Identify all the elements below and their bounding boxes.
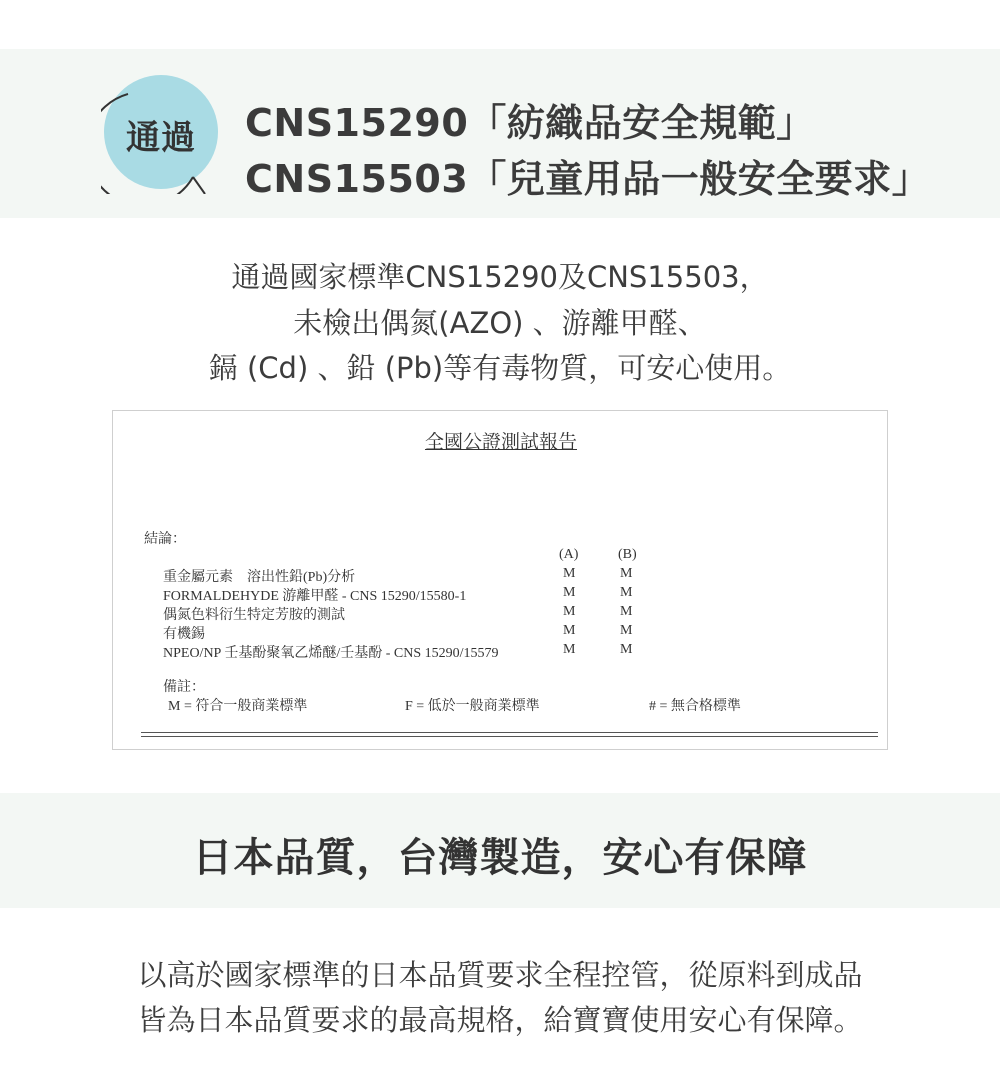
legend-fail: F = 低於一般商業標準 [405,699,540,714]
outro-line: 皆為日本品質要求的最高規格，給寶寶使用安心有保障。 [137,1003,863,1037]
result-b: M [620,604,633,619]
result-b: M [620,623,633,638]
legend-no-standard: # = 無合格標準 [649,699,741,714]
pass-badge [101,74,221,194]
test-report [112,410,888,750]
column-b-header: (B) [618,547,637,562]
outro-line: 以高於國家標準的日本品質要求全程控管，從原料到成品 [137,958,863,992]
intro-line: 通過國家標準CNS15290及CNS15503， [231,260,769,294]
legend-pass: M = 符合一般商業標準 [168,699,308,714]
result-b: M [620,642,633,657]
headline-cns15503: CNS15503「兒童用品一般安全要求」 [245,157,931,201]
result-b: M [620,585,633,600]
column-a-header: (A) [559,547,579,562]
headline-cns15290: CNS15290「紡織品安全規範」 [245,101,815,145]
divider [141,736,878,737]
result-b: M [620,566,633,581]
test-item-label: 偶氮色料衍生特定芳胺的測試 [163,608,345,623]
result-a: M [563,585,576,600]
badge-label: 通過 [126,117,196,158]
test-item-label: NPEO/NP 壬基酚聚氧乙烯醚/壬基酚 - CNS 15290/15579 [163,646,499,661]
result-a: M [563,623,576,638]
test-item-label: 重金屬元素 溶出性鉛(Pb)分析 [163,570,356,585]
result-a: M [563,566,576,581]
result-a: M [563,642,576,657]
note-label: 備註： [163,680,205,695]
intro-line: 未檢出偶氮(AZO) 、游離甲醛、 [293,306,707,340]
test-item-label: FORMALDEHYDE 游離甲醛 - CNS 15290/15580-1 [163,589,467,604]
quality-title: 日本品質，台灣製造，安心有保障 [192,835,808,881]
result-a: M [563,604,576,619]
test-item-label: 有機錫 [163,627,205,642]
conclusion-label: 結論： [144,532,186,547]
divider [141,732,878,733]
intro-line: 鎘 (Cd) 、鉛 (Pb)等有毒物質，可安心使用。 [208,351,792,385]
report-title: 全國公證測試報告 [424,432,577,453]
